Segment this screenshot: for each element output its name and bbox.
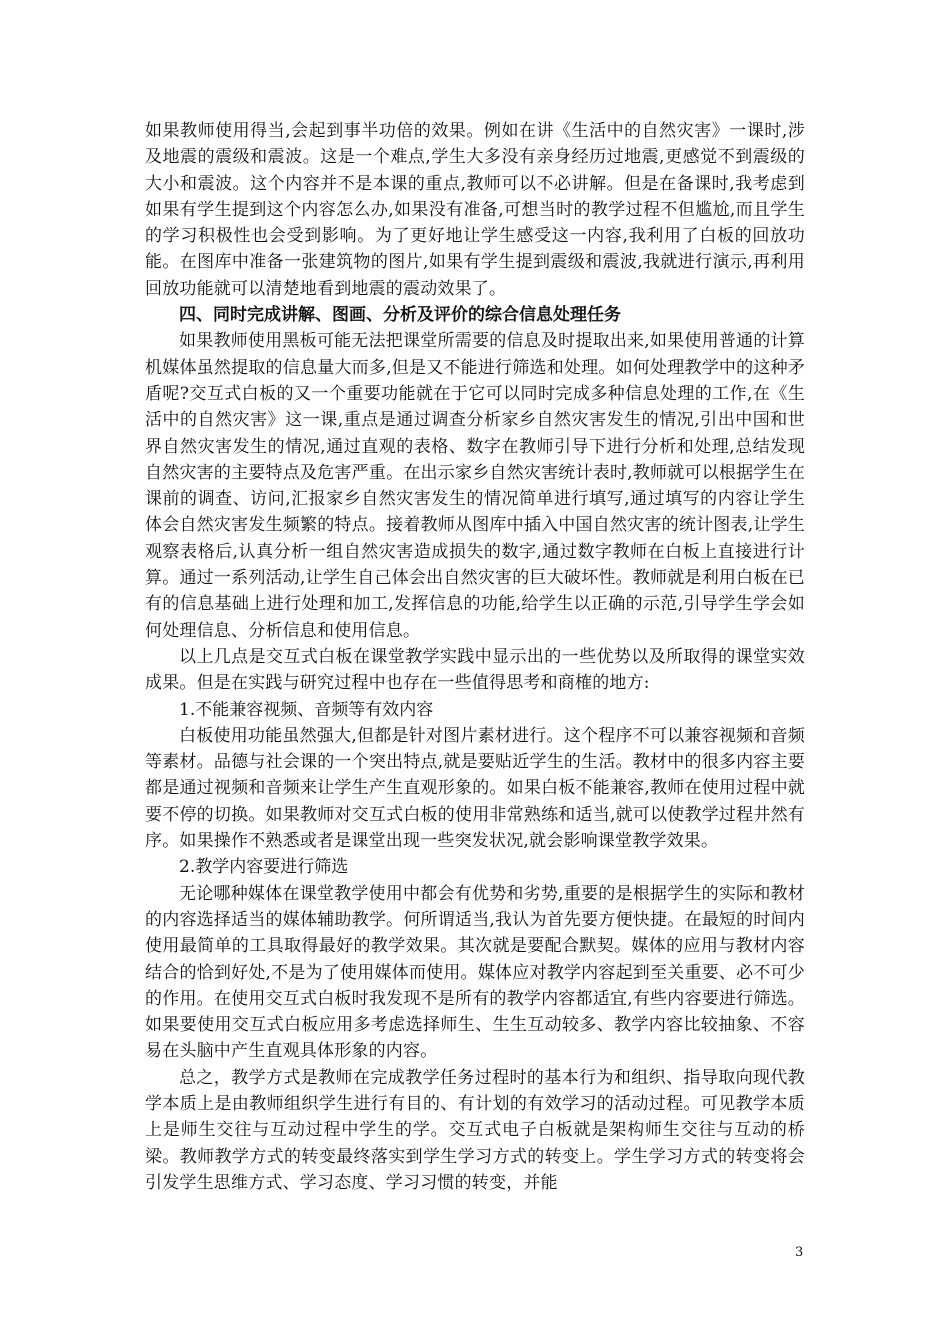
paragraph-6: 总之，教学方式是教师在完成教学任务过程时的基本行为和组织、指导取向现代教学本质上是由教师组织学生进行有目的、有计划的有效学习的活动过程。可见教学本质上是师生交往与互动过程中学生的学。交互式电子白板就是架构师生交往与互动的桥梁。教师教学方式的转变最终落实到学生学习方式的转变上。学生学习方式的转变将会引发学生思维方式、学习态度、学习习惯的转变，并能 [145,1067,805,1193]
page-body [145,118,805,1196]
section-heading-4: 四、同时完成讲解、图画、分析及评价的综合信息处理任务 [179,305,621,326]
paragraph-5: 无论哪种媒体在课堂教学使用中都会有优势和劣势,重要的是根据学生的实际和教材的内容选择适当的媒体辅助教学。何所谓适当,我认为首先要方便快捷。在最短的时间内使用最简单的工具取得最好的教学效果。其次就是要配合默契。媒体的应用与教材内容结合的恰到好处,不是为了使用媒体而使用。媒体应对教学内容起到至关重要、必不可少的作用。在使用交互式白板时我发现不是所有的教学内容都适宜,有些内容要进行筛选。如果要使用交互式白板应用多考虑选择师生、生生互动较多、教学内容比较抽象、不容易在头脑中产生直观具体形象的内容。 [145,883,805,1062]
subheading-1: 1.不能兼容视频、音频等有效内容 [179,699,434,720]
paragraph-1: 如果教师使用得当,会起到事半功倍的效果。例如在讲《生活中的自然灾害》一课时,涉及地震的震级和震波。这是一个难点,学生大多没有亲身经历过地震,更感觉不到震级的大小和震波。这个内容并不是本课的重点,教师可以不必讲解。但是在备课时,我考虑到如果有学生提到这个内容怎么办,如果没有准备,可想当时的教学过程不但尴尬,而且学生的学习积极性也会受到影响。为了更好地让学生感受这一内容,我利用了白板的回放功能。在图库中准备一张建筑物的图片,如果有学生提到震级和震波,我就进行演示,再利用回放功能就可以清楚地看到地震的震动效果了。 [145,121,805,299]
paragraph-3: 以上几点是交互式白板在课堂教学实践中显示出的一些优势以及所取得的课堂实效成果。但是在实践与研究过程中也存在一些值得思考和商榷的地方: [145,646,805,694]
paragraph-2: 如果教师使用黑板可能无法把课堂所需要的信息及时提取出来,如果使用普通的计算机媒体虽然提取的信息量大而多,但是又不能进行筛选和处理。如何处理教学中的这种矛盾呢?交互式白板的又一个重要功能就在于它可以同时完成多种信息处理的工作,在《生活中的自然灾害》这一课,重点是通过调查分析家乡自然灾害发生的情况,引出中国和世界自然灾害发生的情况,通过直观的表格、数字在教师引导下进行分析和处理,总结发现自然灾害的主要特点及危害严重。在出示家乡自然灾害统计表时,教师就可以根据学生在课前的调查、访问,汇报家乡自然灾害发生的情况简单进行填写,通过填写的内容让学生体会自然灾害发生频繁的特点。接着教师从图库中插入中国自然灾害的统计图表,让学生观察表格后,认真分析一组自然灾害造成损失的数字,通过数字教师在白板上直接进行计算。通过一系列活动,让学生自己体会出自然灾害的巨大破坏性。教师就是利用白板在已有的信息基础上进行处理和加工,发挥信息的功能,给学生以正确的示范,引导学生学会如何处理信息、分析信息和使用信息。 [145,331,805,641]
page-number: 3 [795,1245,804,1260]
paragraph-4: 白板使用功能虽然强大,但都是针对图片素材进行。这个程序不可以兼容视频和音频等素材。品德与社会课的一个突出特点,就是要贴近学生的生活。教材中的很多内容主要都是通过视频和音频来让学生产生直观形象的。如果白板不能兼容,教师在使用过程中就要不停的切换。如果教师对交互式白板的使用非常熟练和适当,就可以使教学过程井然有序。如果操作不熟悉或者是课堂出现一些突发状况,就会影响课堂教学效果。 [145,725,805,852]
subheading-2: 2.教学内容要进行筛选 [179,857,349,878]
